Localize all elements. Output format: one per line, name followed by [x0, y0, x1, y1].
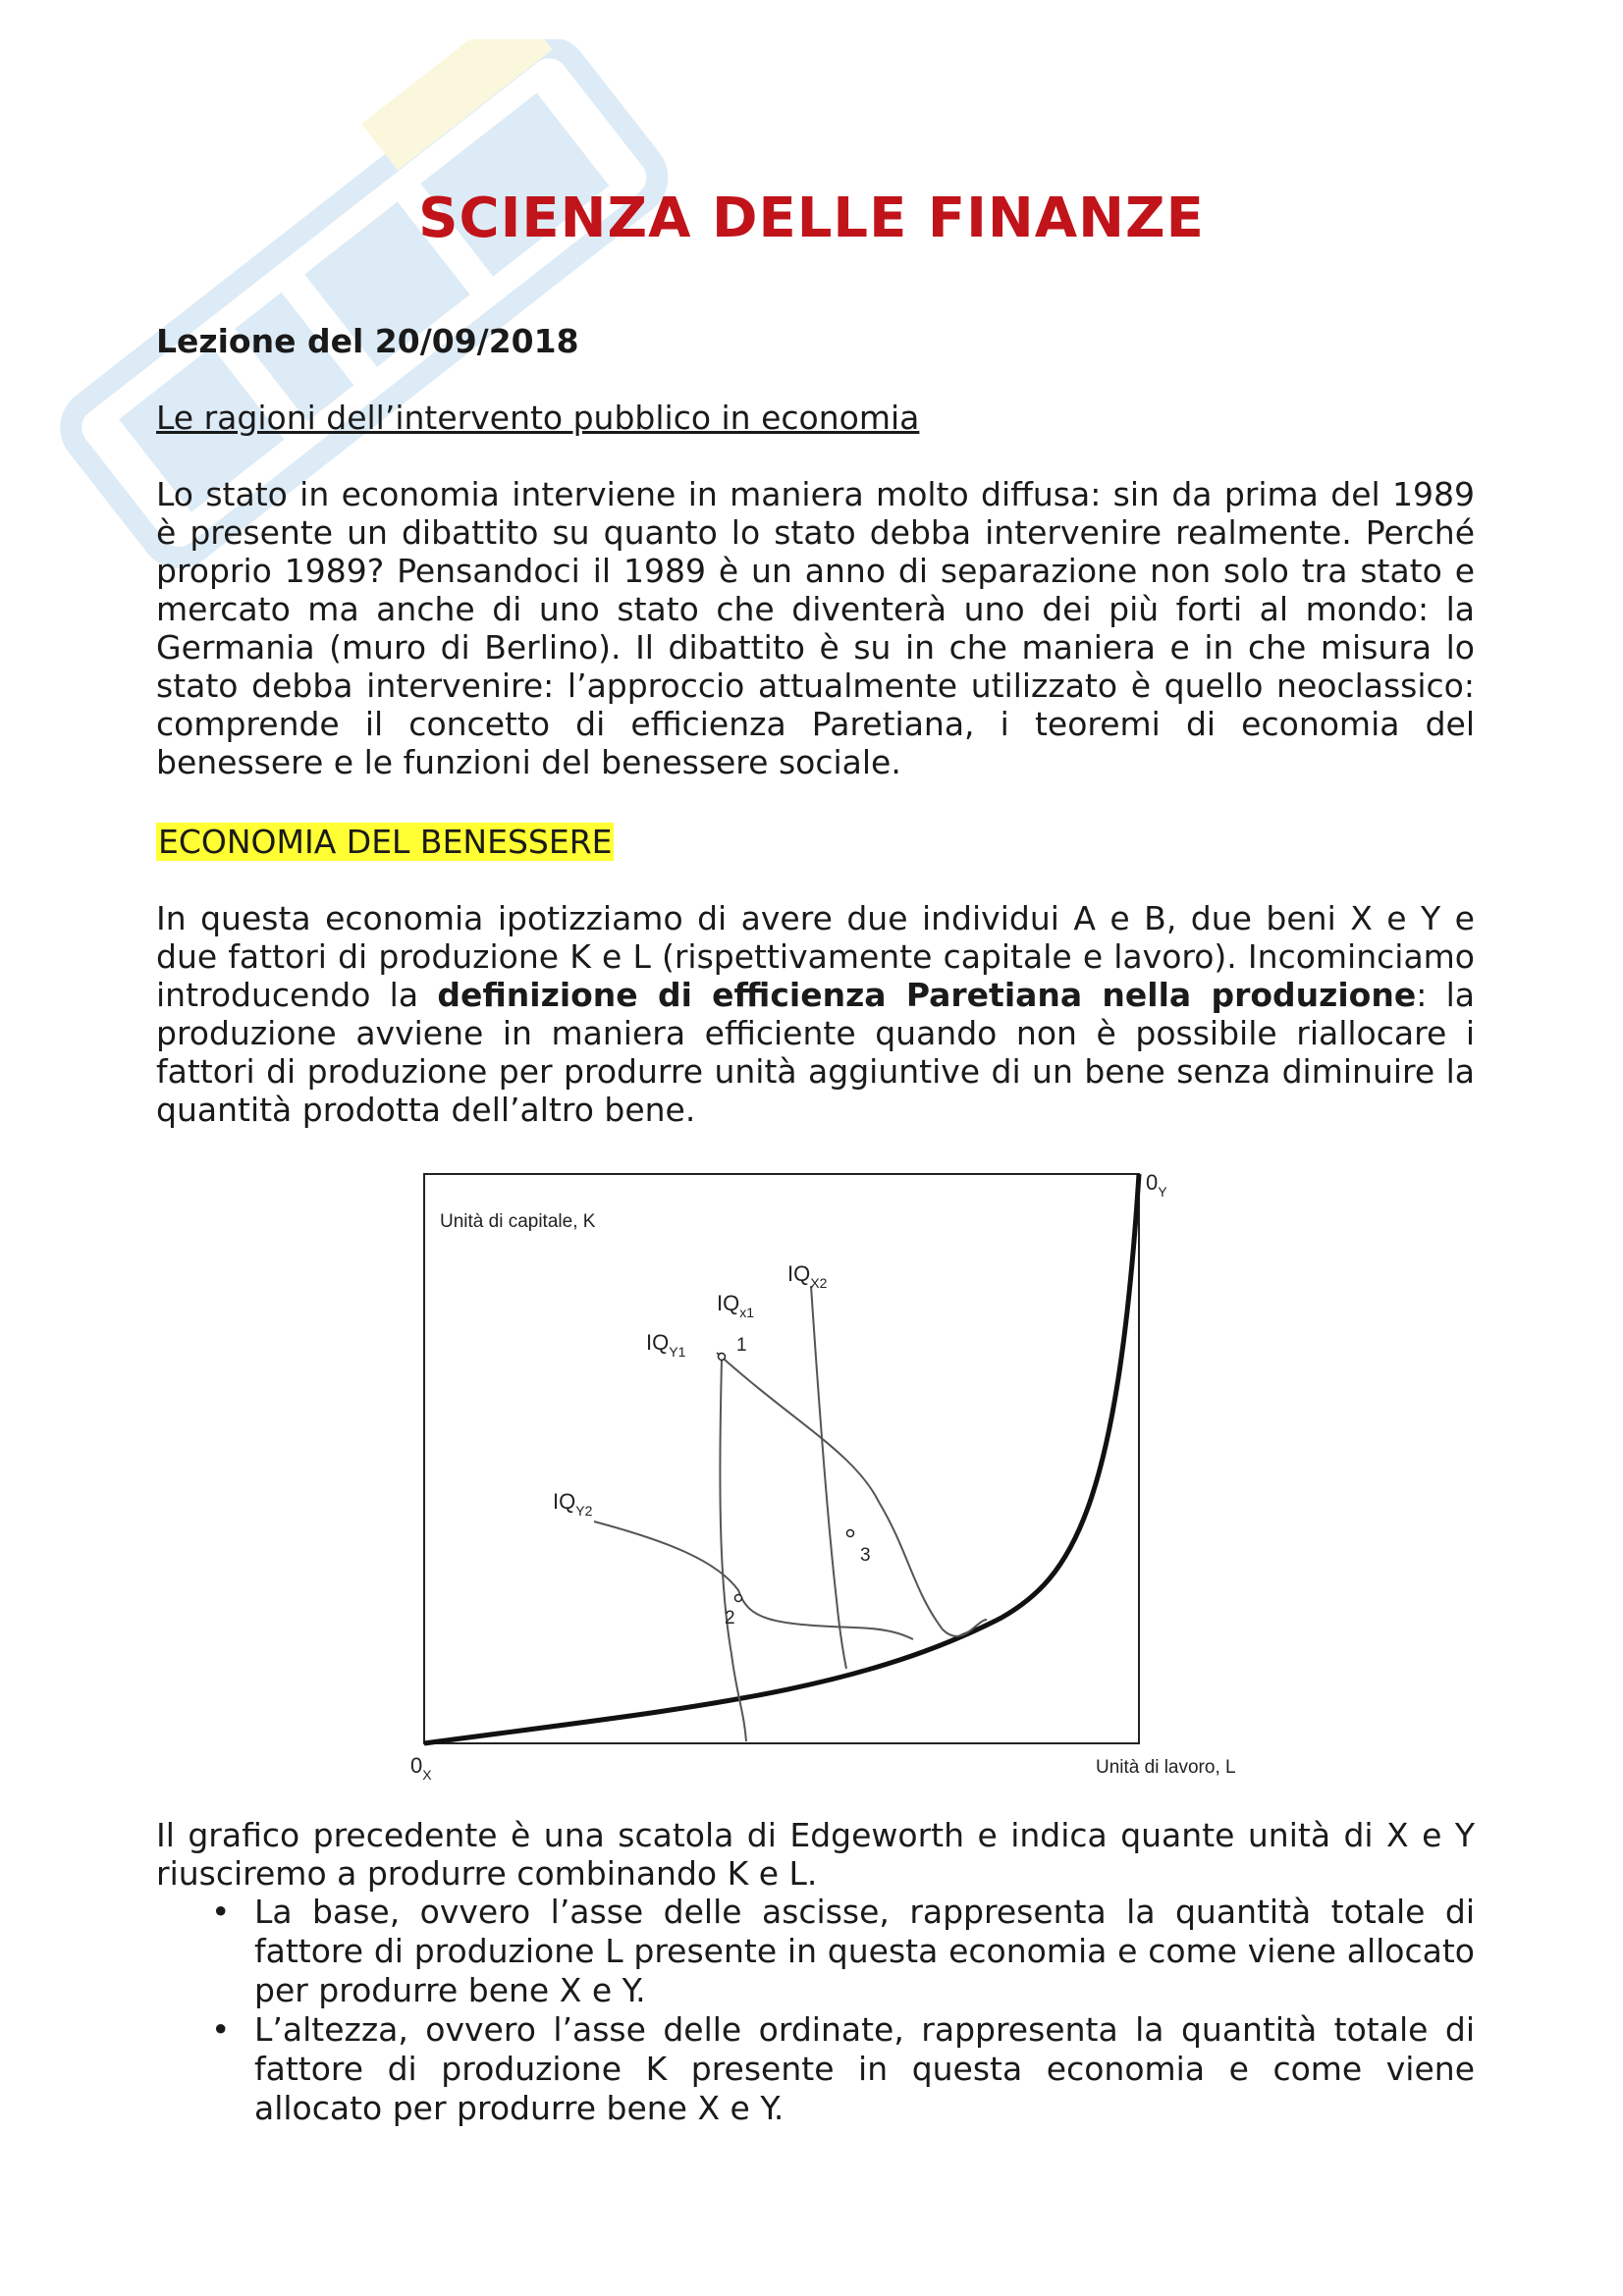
iq-y1-label: $IQ_{Y1}$: [646, 1330, 686, 1360]
list-item-text: La base, ovvero l’asse delle ascisse, rappresenta la quantità totale di fattore di produzione L presente in questa economia e come viene allocato per produrre bene X e Y.: [254, 1893, 1475, 2009]
list-item-text: L’altezza, ovvero l’asse delle ordinate, rappresenta la quantità totale di fattore di produzione K presente in questa economia e come viene allocato per produrre bene X e Y.: [254, 2010, 1475, 2127]
point-3-label: 3: [860, 1545, 871, 1566]
bullet-list: [156, 1893, 1475, 2128]
origin-x-label: $0_X$: [410, 1753, 432, 1783]
x-axis-label: Unità di lavoro, L: [1096, 1757, 1236, 1778]
bullet-marker: •: [211, 1893, 231, 1931]
section-subtitle: Le ragioni dell’intervento pubblico in economia: [156, 399, 920, 437]
y-axis-label: Unità di capitale, K: [440, 1211, 596, 1232]
section-heading: [156, 823, 1475, 861]
intro-paragraph: Lo stato in economia interviene in maniera molto diffusa: sin da prima del 1989 è presente un dibattito su quanto lo stato debba intervenire realmente. Perché proprio 1989? Pensandoci il 1989 è un anno di separazione non solo tra stato e mercato ma anche di uno stato che diventerà uno dei più forti al mondo: la Germania (muro di Berlino). Il dibattito è su in che maniera e in che misura lo stato debba intervenire: l’approccio attualmente utilizzato è quello neoclassico: comprende il concetto di efficienza Paretiana, i teoremi di economia del benessere e le funzioni del benessere sociale.: [156, 475, 1475, 781]
lesson-date: Lezione del 20/09/2018: [156, 322, 579, 360]
paragraph-text: : la produzione avviene in maniera efficiente quando non è possibile riallocare i fattori di produzione per produrre unità aggiuntive di un bene senza diminuire la quantità prodotta dell’altro bene.: [156, 976, 1475, 1129]
document-title: SCIENZA DELLE FINANZE: [418, 187, 1205, 250]
isoquant-x2: [811, 1286, 846, 1669]
iq-y2-label: $IQ_{Y2}$: [553, 1489, 593, 1519]
point-2-marker: [735, 1595, 742, 1602]
iq-x2-label: $IQ_{X2}$: [787, 1261, 828, 1291]
box-frame: [424, 1174, 1139, 1743]
welfare-paragraph: [156, 899, 1475, 1129]
point-3-marker: [847, 1530, 854, 1537]
bullet-marker: •: [211, 2010, 231, 2049]
origin-y-label: $0_Y$: [1146, 1170, 1167, 1200]
iq-x1-label: $IQ_{x1}$: [717, 1291, 755, 1320]
edgeworth-box-diagram: [393, 1158, 1257, 1787]
list-item: [156, 1893, 1475, 2010]
list-item: [156, 2010, 1475, 2128]
highlighted-heading: ECONOMIA DEL BENESSERE: [158, 823, 613, 861]
point-1-marker: [719, 1354, 726, 1361]
contract-curve: [424, 1174, 1139, 1743]
isoquant-y2: [594, 1522, 913, 1639]
isoquant-y1: [717, 1353, 987, 1636]
point-2-label: 2: [725, 1608, 735, 1629]
isoquant-x1: [720, 1360, 746, 1741]
point-1-label: 1: [736, 1335, 747, 1356]
figure-explanation: Il grafico precedente è una scatola di Edgeworth e indica quante unità di X e Y riusciremo a produrre combinando K e L.: [156, 1816, 1475, 1893]
paragraph-text: In questa economia ipotizziamo di avere due individui A e B, due beni X e Y e due fattori di produzione K e L (rispettivamente capitale e lavoro). Incominciamo introducendo la: [156, 899, 1475, 1014]
bold-definition: definizione di efficienza Paretiana nella produzione: [437, 976, 1417, 1014]
